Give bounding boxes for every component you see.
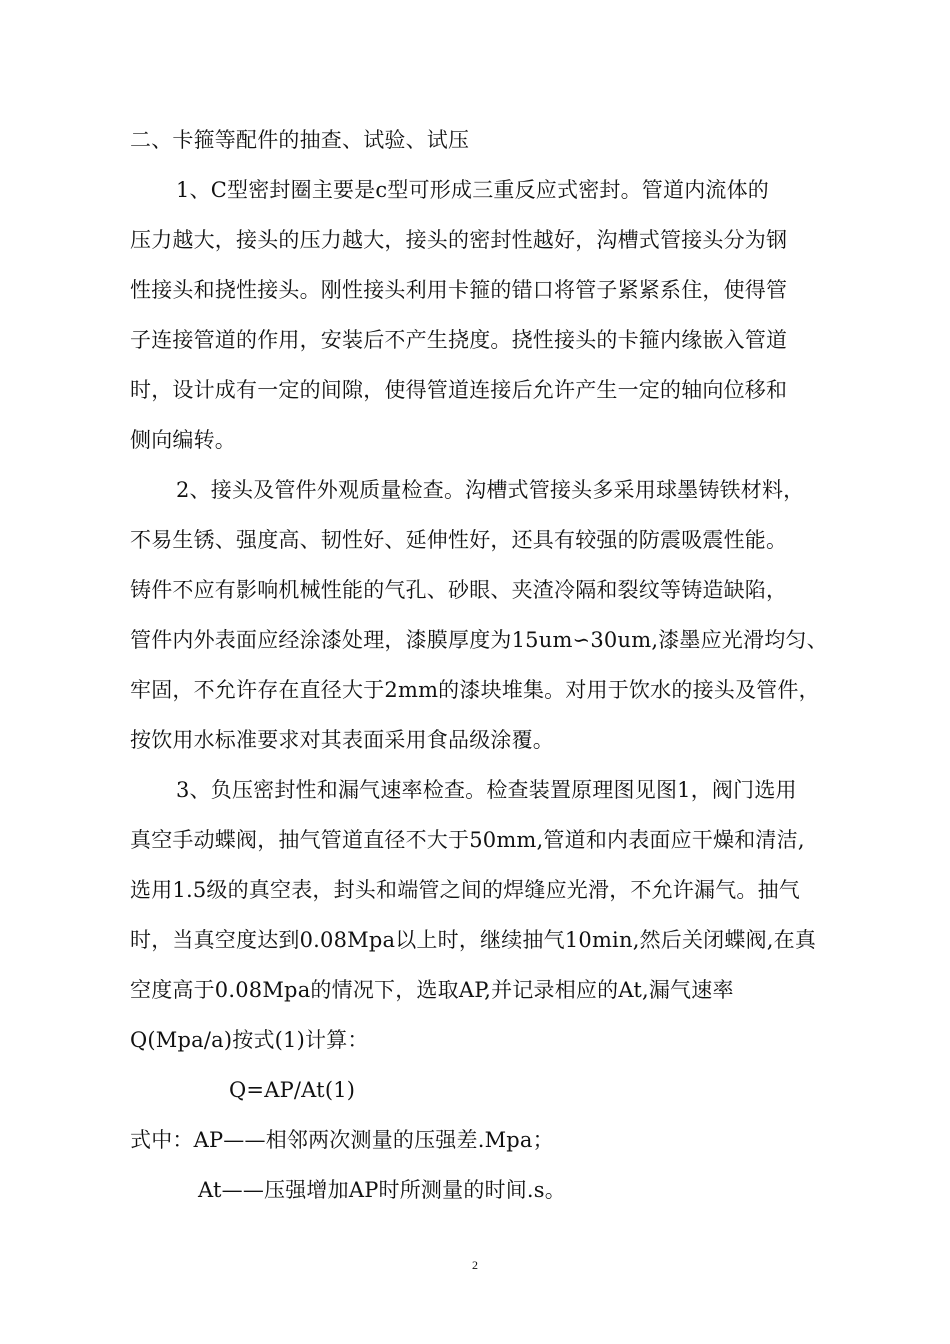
paragraph-line: 压力越大，接头的压力越大，接头的密封性越好，沟槽式管接头分为钢 [130, 228, 788, 252]
paragraph-line: 真空手动蝶阀，抽气管道直径不大于50mm,管道和内表面应干燥和清洁, [130, 828, 805, 852]
paragraph-line: 1、C型密封圈主要是c型可形成三重反应式密封。管道内流体的 [176, 178, 769, 202]
paragraph-line: 管件内外表面应经涂漆处理，漆膜厚度为15um∽30um,漆墨应光滑均匀、 [130, 628, 828, 652]
paragraph-line: 时，当真空度达到0.08Mpa以上时，继续抽气10min,然后关闭蝶阀,在真 [130, 928, 817, 952]
where-clause: 式中：AP——相邻两次测量的压强差.Mpa； [130, 1128, 554, 1152]
paragraph-line: 不易生锈、强度高、韧性好、延伸性好，还具有较强的防震吸震性能。 [130, 528, 788, 552]
paragraph-line: 空度高于0.08Mpa的情况下，选取AP,并记录相应的At,漏气速率 [130, 978, 734, 1002]
paragraph-line: 选用1.5级的真空表，封头和端管之间的焊缝应光滑，不允许漏气。抽气 [130, 878, 800, 902]
paragraph-line: 时，设计成有一定的间隙，使得管道连接后允许产生一定的轴向位移和 [130, 378, 788, 402]
paragraph-line: Q(Mpa/a)按式(1)计算： [130, 1028, 369, 1052]
section-heading: 二、卡箍等配件的抽查、试验、试压 [130, 128, 470, 152]
paragraph-line: 铸件不应有影响机械性能的气孔、砂眼、夹渣冷隔和裂纹等铸造缺陷， [130, 578, 788, 602]
paragraph-line: 按饮用水标准要求对其表面采用食品级涂覆。 [130, 728, 554, 752]
paragraph-line: 性接头和挠性接头。刚性接头利用卡箍的错口将管子紧紧系住，使得管 [130, 278, 788, 302]
paragraph-line: 侧向编转。 [130, 428, 236, 452]
where-clause: At——压强增加AP时所测量的时间.s。 [198, 1178, 566, 1202]
paragraph-line: 子连接管道的作用，安装后不产生挠度。挠性接头的卡箍内缘嵌入管道 [130, 328, 788, 352]
paragraph-line: 3、负压密封性和漏气速率检查。检查装置原理图见图1，阀门选用 [176, 778, 797, 802]
formula: Q=AP/At(1) [229, 1078, 356, 1102]
paragraph-line: 2、接头及管件外观质量检查。沟槽式管接头多采用球墨铸铁材料， [176, 478, 805, 502]
paragraph-line: 牢固，不允许存在直径大于2mm的漆块堆集。对用于饮水的接头及管件， [130, 678, 820, 702]
page-number: 2 [472, 1258, 478, 1272]
